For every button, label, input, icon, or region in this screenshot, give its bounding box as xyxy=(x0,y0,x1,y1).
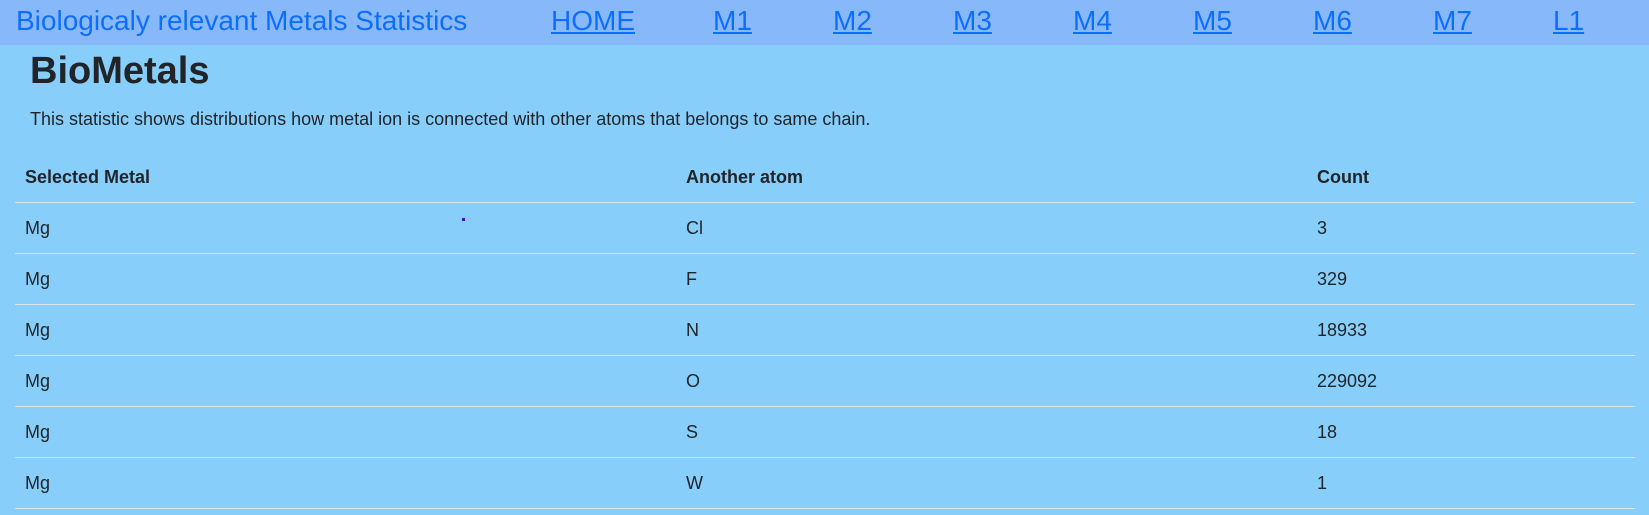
nav-link-m2[interactable]: M2 xyxy=(833,5,872,36)
nav-link-m6[interactable]: M6 xyxy=(1313,5,1352,36)
statistics-table xyxy=(15,152,1635,509)
brand-link[interactable]: Biologicaly relevant Metals Statistics xyxy=(16,5,468,36)
table-row xyxy=(15,305,1635,356)
cell-metal: Mg xyxy=(15,305,676,356)
table-row xyxy=(15,458,1635,509)
header-another-atom: Another atom xyxy=(676,152,1307,203)
cell-atom: W xyxy=(676,458,1307,509)
mouse-cursor-dot xyxy=(462,218,465,221)
nav-link-l1[interactable]: L1 xyxy=(1553,5,1585,36)
cell-metal: Mg xyxy=(15,458,676,509)
header-selected-metal: Selected Metal xyxy=(15,152,676,203)
cell-metal: Mg xyxy=(15,407,676,458)
page-title: BioMetals xyxy=(30,50,210,92)
header-count: Count xyxy=(1307,152,1635,203)
table-row xyxy=(15,407,1635,458)
cell-count: 18933 xyxy=(1307,305,1635,356)
cell-atom: Cl xyxy=(676,203,1307,254)
cell-atom: N xyxy=(676,305,1307,356)
cell-metal: Mg xyxy=(15,254,676,305)
nav-link-m3[interactable]: M3 xyxy=(953,5,992,36)
cell-count: 329 xyxy=(1307,254,1635,305)
nav-link-m1[interactable]: M1 xyxy=(713,5,752,36)
cell-count: 229092 xyxy=(1307,356,1635,407)
cell-metal: Mg xyxy=(15,356,676,407)
nav-link-home[interactable]: HOME xyxy=(551,5,635,36)
main-content xyxy=(0,49,1649,130)
cell-metal: Mg xyxy=(15,203,676,254)
table-row xyxy=(15,254,1635,305)
nav-link-m5[interactable]: M5 xyxy=(1193,5,1232,36)
cell-count: 1 xyxy=(1307,458,1635,509)
nav-link-m7[interactable]: M7 xyxy=(1433,5,1472,36)
table-header-row xyxy=(15,152,1635,203)
nav-link-m4[interactable]: M4 xyxy=(1073,5,1112,36)
cell-count: 3 xyxy=(1307,203,1635,254)
cell-atom: S xyxy=(676,407,1307,458)
cell-count: 18 xyxy=(1307,407,1635,458)
cell-atom: F xyxy=(676,254,1307,305)
table-row xyxy=(15,203,1635,254)
cell-atom: O xyxy=(676,356,1307,407)
navbar xyxy=(0,0,1649,45)
page-description: This statistic shows distributions how metal ion is connected with other atoms that belongs to same chain. xyxy=(30,108,871,129)
table-row xyxy=(15,356,1635,407)
